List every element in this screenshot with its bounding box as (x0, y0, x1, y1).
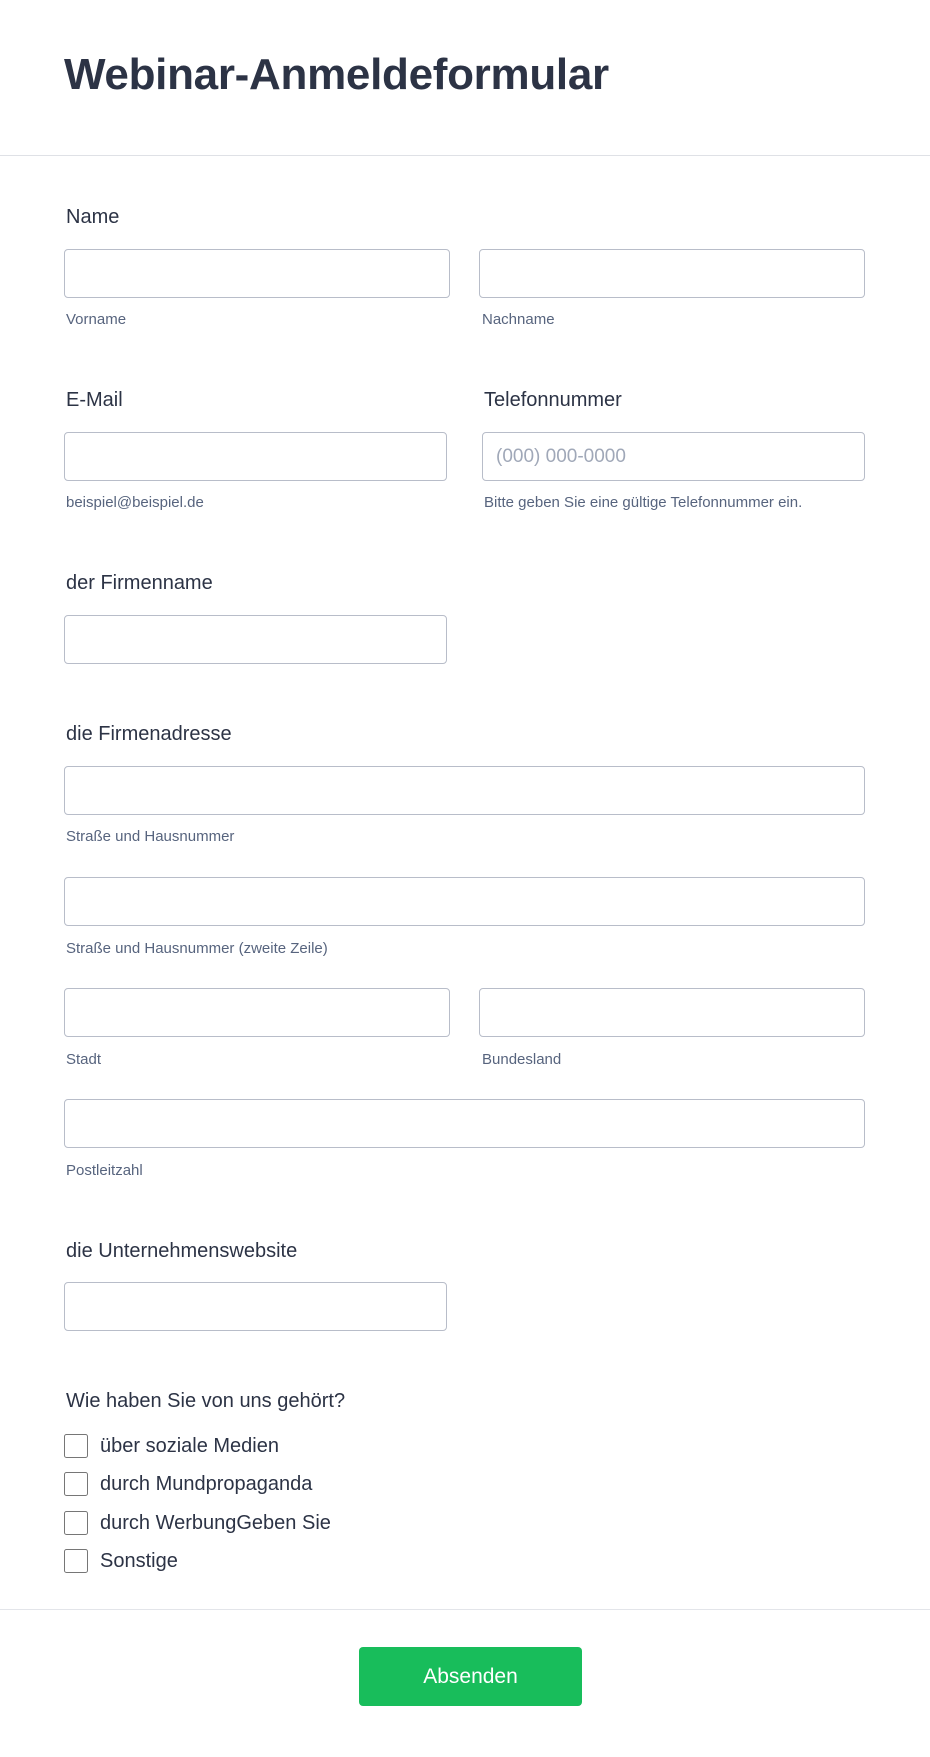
form-footer (0, 1609, 930, 1757)
street-sublabel: Straße und Hausnummer (66, 828, 235, 845)
form-header (0, 0, 930, 156)
advertising-checkbox[interactable] (64, 1511, 88, 1535)
company-name-input[interactable] (64, 615, 447, 664)
referral-option-other[interactable] (64, 1548, 178, 1574)
word-of-mouth-label[interactable]: durch Mundpropaganda (100, 1472, 313, 1495)
social-media-checkbox[interactable] (64, 1434, 88, 1458)
other-checkbox[interactable] (64, 1549, 88, 1573)
state-input[interactable] (479, 988, 865, 1037)
referral-question: Wie haben Sie von uns gehört? (66, 1390, 346, 1412)
company-address-label: die Firmenadresse (66, 723, 232, 745)
phone-label: Telefonnummer (484, 389, 622, 411)
last-name-sublabel: Nachname (482, 311, 555, 328)
website-input[interactable] (64, 1282, 447, 1331)
other-label[interactable]: Sonstige (100, 1549, 178, 1572)
referral-option-social[interactable] (64, 1433, 279, 1459)
advertising-label[interactable]: durch WerbungGeben Sie (100, 1511, 331, 1534)
zip-input[interactable] (64, 1099, 865, 1148)
email-sublabel: beispiel@beispiel.de (66, 494, 204, 511)
city-sublabel: Stadt (66, 1051, 102, 1068)
word-of-mouth-checkbox[interactable] (64, 1472, 88, 1496)
first-name-sublabel: Vorname (66, 311, 127, 328)
social-media-label[interactable]: über soziale Medien (100, 1434, 279, 1457)
street-input[interactable] (64, 766, 865, 815)
phone-input[interactable] (482, 432, 865, 481)
street2-input[interactable] (64, 877, 865, 926)
email-input[interactable] (64, 432, 447, 481)
referral-option-advertising[interactable] (64, 1510, 331, 1536)
name-label: Name (66, 206, 120, 228)
form-title: Webinar-Anmeldeformular (64, 50, 609, 99)
zip-sublabel: Postleitzahl (66, 1162, 143, 1179)
first-name-input[interactable] (64, 249, 450, 298)
phone-sublabel: Bitte geben Sie eine gültige Telefonnummer ein. (484, 494, 803, 511)
email-label: E-Mail (66, 389, 123, 411)
city-input[interactable] (64, 988, 450, 1037)
state-sublabel: Bundesland (482, 1051, 562, 1068)
submit-button[interactable]: Absenden (359, 1647, 582, 1706)
company-name-label: der Firmenname (66, 572, 213, 594)
last-name-input[interactable] (479, 249, 865, 298)
street2-sublabel: Straße und Hausnummer (zweite Zeile) (66, 940, 328, 957)
referral-option-word-of-mouth[interactable] (64, 1471, 312, 1497)
website-label: die Unternehmenswebsite (66, 1240, 298, 1262)
